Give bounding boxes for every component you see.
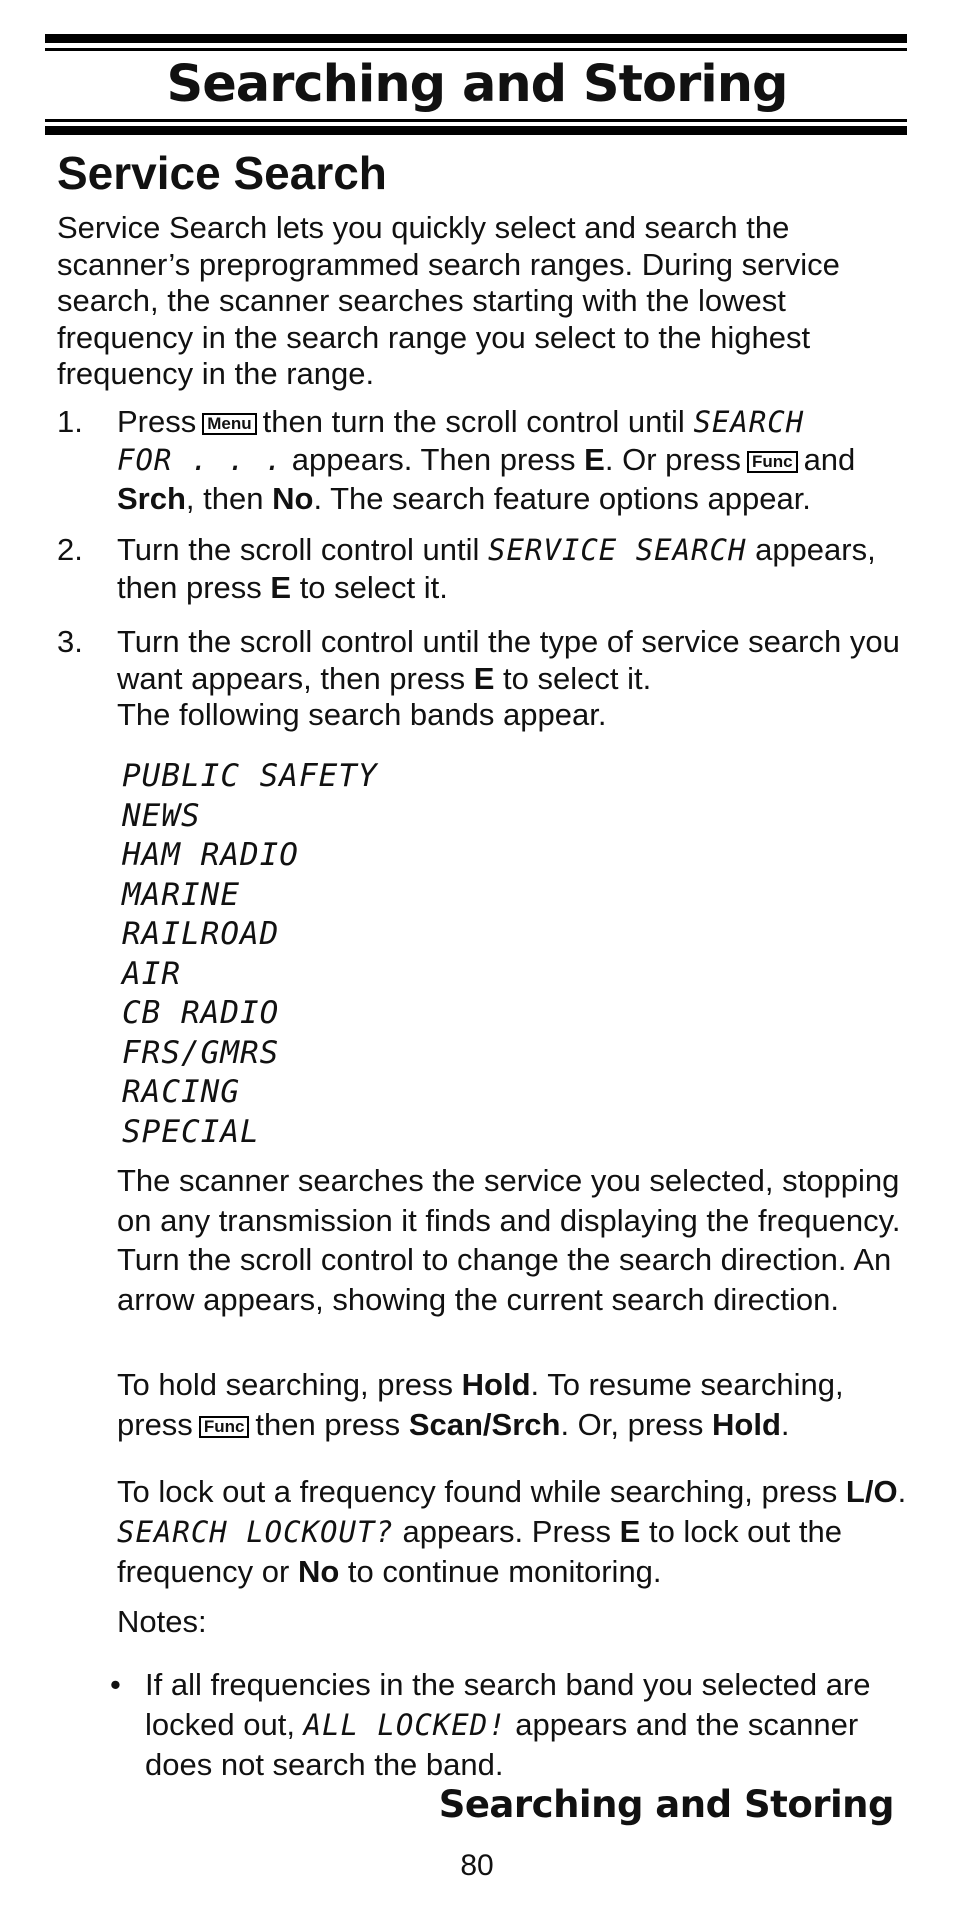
step-text: Press <box>117 404 197 439</box>
notes-label: Notes: <box>117 1604 207 1639</box>
step-text: , then <box>185 481 264 516</box>
lcd-text: FOR . . . <box>117 443 284 477</box>
band-item: FRS/GMRS <box>122 1034 280 1071</box>
para-text: To hold searching, press <box>117 1367 454 1402</box>
para-text: then press <box>255 1406 401 1442</box>
key-name: L/O <box>845 1474 898 1509</box>
lcd-text: SERVICE SEARCH <box>488 533 747 567</box>
step-text: then press <box>117 570 262 605</box>
func-key: Func <box>199 1416 250 1438</box>
key-name: E <box>270 570 292 605</box>
para-text: appears. Press <box>402 1513 612 1549</box>
intro-paragraph: Service Search lets you quickly select and search the scanner’s preprogrammed search ranges. During service search, the scanner searches starting with the lowest frequency in the search range you select to the highest frequency in the range. <box>57 210 840 391</box>
key-name: Srch <box>117 481 186 516</box>
header-rule-bottom-thin <box>45 119 907 122</box>
hold-paragraph <box>117 1365 907 1444</box>
header-rule-bottom-thick <box>45 126 907 135</box>
lcd-text: SEARCH LOCKOUT? <box>117 1514 394 1549</box>
band-item: CB RADIO <box>122 995 280 1031</box>
band-item: RACING <box>122 1074 240 1110</box>
key-name: E <box>473 660 495 696</box>
step-text <box>117 570 907 607</box>
step-text: to select it. <box>503 660 652 696</box>
step-text: . Or press <box>604 442 741 477</box>
lockout-paragraph <box>117 1472 907 1592</box>
step-text: Turn the scroll control until the type of service search you want appears, then press <box>117 624 900 696</box>
menu-key: Menu <box>202 413 256 435</box>
band-item: PUBLIC SAFETY <box>122 758 378 794</box>
lcd-text: ALL LOCKED! <box>303 1707 507 1742</box>
step-text: then turn the scroll control until <box>262 404 685 439</box>
para-text: . <box>897 1474 907 1509</box>
step-number: 1. <box>57 404 83 439</box>
step-text: and <box>803 442 856 477</box>
step-number: 3. <box>57 624 83 659</box>
page-number: 80 <box>460 1849 494 1882</box>
step-number: 2. <box>57 532 83 567</box>
band-item: AIR <box>122 955 181 992</box>
key-name: E <box>619 1513 641 1549</box>
section-title: Service Search <box>57 147 387 199</box>
scan-paragraph: The scanner searches the service you selected, stopping on any transmission it finds and displaying the frequency. Turn the scroll control to change the search direction. An arrow appears, showing the current search direction. <box>117 1163 901 1317</box>
para-text: To lock out a frequency found while searching, press <box>117 1474 838 1509</box>
step-text: . The search feature options appear. <box>313 481 811 516</box>
step-text: Turn the scroll control until <box>117 532 480 567</box>
step-text: The following search bands appear. <box>117 697 607 732</box>
key-name: No <box>297 1554 340 1589</box>
bullet-dot: • <box>110 1667 121 1702</box>
search-bands-list <box>122 757 378 1152</box>
key-name: Hold <box>712 1406 781 1442</box>
func-key: Func <box>747 451 798 473</box>
chapter-title: Searching and Storing <box>166 55 788 114</box>
band-item: RAILROAD <box>122 916 280 952</box>
key-name: E <box>584 442 605 477</box>
key-name: No <box>272 481 314 516</box>
step-text: appears. Then press <box>291 442 576 477</box>
band-item: MARINE <box>122 876 240 913</box>
note-text: appears and the scanner does not search the band. <box>145 1706 859 1782</box>
key-name: Scan/Srch <box>408 1406 561 1442</box>
band-item: NEWS <box>122 797 201 834</box>
band-item: HAM RADIO <box>122 837 299 873</box>
note-text: If all frequencies in the search band you selected are locked out, <box>145 1667 871 1742</box>
para-text: . Or, press <box>560 1406 704 1442</box>
key-name: Hold <box>461 1367 531 1402</box>
para-text: to lock out the frequency or <box>117 1513 842 1589</box>
lcd-text: SEARCH <box>693 405 805 439</box>
para-text: . <box>780 1406 790 1442</box>
step-text: appears, <box>755 532 876 567</box>
step-text: to select it. <box>291 570 448 605</box>
para-text: . To resume searching, press <box>117 1367 844 1442</box>
band-item: SPECIAL <box>122 1113 260 1150</box>
header-rule-top-thick <box>45 34 907 43</box>
para-text: to continue monitoring. <box>347 1554 662 1589</box>
footer-title: Searching and Storing <box>438 1783 894 1826</box>
